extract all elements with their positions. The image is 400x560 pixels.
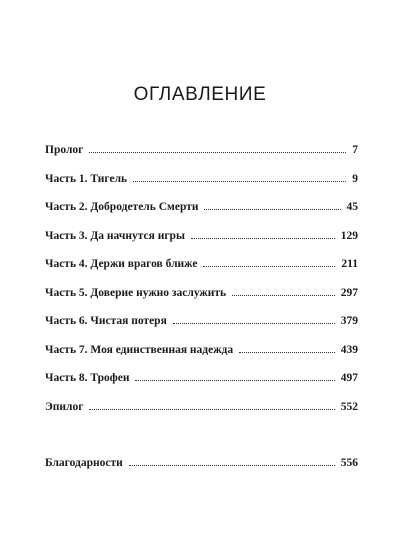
toc-entry-label: Часть 1. Тигель bbox=[45, 172, 128, 185]
toc-entry-page: 129 bbox=[340, 229, 358, 242]
toc-entry-label: Часть 7. Моя единственная надежда bbox=[45, 343, 234, 356]
toc-entry-label: Часть 5. Доверие нужно заслужить bbox=[45, 286, 227, 299]
dot-leader bbox=[129, 464, 335, 466]
toc-entry-label: Пролог bbox=[45, 144, 84, 156]
toc-entry-part-8 bbox=[45, 372, 358, 401]
toc-entry-label: Часть 6. Чистая потеря bbox=[45, 315, 167, 327]
toc-entry-part-3 bbox=[45, 230, 358, 259]
toc-entry-label: Часть 2. Добродетель Смерти bbox=[45, 201, 199, 213]
dot-leader bbox=[239, 351, 335, 353]
dot-leader bbox=[89, 151, 346, 153]
dot-leader bbox=[173, 322, 335, 324]
toc-entry-part-2 bbox=[45, 201, 358, 230]
toc-entry-label: Благодарности bbox=[45, 457, 123, 469]
toc-entry-page: 556 bbox=[340, 457, 358, 469]
toc-entry-page: 552 bbox=[340, 400, 358, 413]
toc-entry-page: 7 bbox=[352, 144, 358, 156]
toc-entry-page: 497 bbox=[340, 372, 358, 384]
toc-entry-page: 45 bbox=[346, 201, 358, 213]
toc-title: ОГЛАВЛЕНИЕ bbox=[133, 84, 267, 105]
toc-entry-part-4 bbox=[45, 258, 358, 287]
toc-entry-part-6 bbox=[45, 315, 358, 344]
dot-leader bbox=[135, 379, 334, 381]
toc-entry-page: 211 bbox=[341, 258, 358, 270]
toc-entry-page: 439 bbox=[340, 343, 358, 356]
dot-leader bbox=[204, 208, 340, 210]
toc-entry-epilogue bbox=[45, 401, 358, 430]
dot-leader bbox=[203, 265, 335, 267]
toc-entry-label: Эпилог bbox=[45, 400, 84, 413]
toc-entry-part-5 bbox=[45, 287, 358, 316]
toc-entry-label: Часть 8. Трофеи bbox=[45, 372, 130, 384]
dot-leader bbox=[89, 408, 334, 410]
dot-leader bbox=[133, 180, 346, 182]
toc-entry-prologue bbox=[45, 144, 358, 173]
toc-entry-label: Часть 4. Держи врагов ближе bbox=[45, 258, 198, 270]
dot-leader bbox=[191, 237, 335, 239]
toc-entry-part-1 bbox=[45, 173, 358, 202]
toc-entry-page: 9 bbox=[352, 172, 358, 185]
toc-entry-part-7 bbox=[45, 344, 358, 373]
toc-entry-label: Часть 3. Да начнутся игры bbox=[45, 229, 185, 242]
toc-entry-page: 297 bbox=[340, 286, 358, 299]
table-of-contents bbox=[45, 144, 358, 486]
dot-leader bbox=[232, 294, 335, 296]
toc-entry-page: 379 bbox=[340, 315, 358, 327]
toc-entry-acknowledgements bbox=[45, 457, 358, 486]
